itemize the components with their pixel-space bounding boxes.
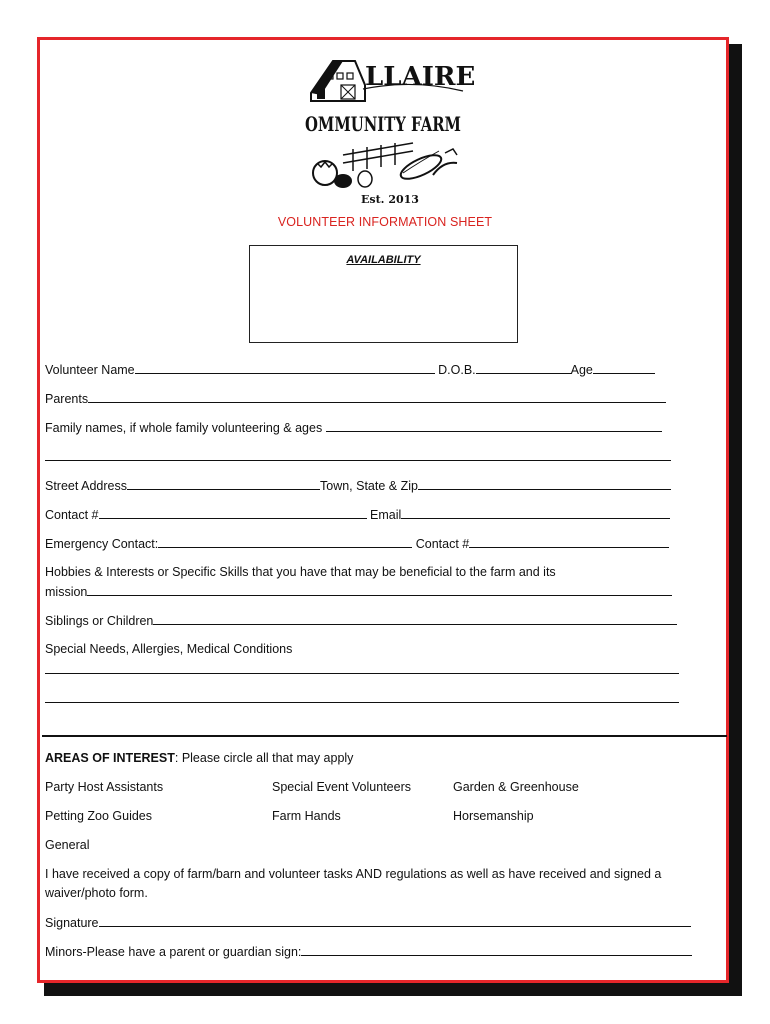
volunteer-name-row — [45, 361, 655, 378]
family-names-field[interactable] — [326, 419, 662, 432]
family-names-label: Family names, if whole family volunteering & ages — [45, 421, 323, 435]
interests-heading-bold: AREAS OF INTEREST — [45, 751, 175, 765]
svg-text:LLAIRE: LLAIRE — [365, 62, 476, 92]
siblings-field[interactable] — [153, 612, 677, 625]
option-horsemanship[interactable]: Horsemanship — [453, 809, 534, 823]
parents-label: Parents — [45, 392, 89, 406]
parents-row — [45, 390, 666, 407]
town-state-zip-label: Town, State & Zip — [320, 479, 418, 493]
availability-heading: AVAILABILITY — [346, 254, 421, 266]
hobbies-row — [45, 583, 672, 600]
parents-field[interactable] — [88, 390, 666, 403]
dob-field[interactable] — [476, 361, 571, 374]
family-names-row — [45, 419, 662, 436]
guardian-signature-field[interactable] — [301, 943, 692, 956]
emergency-contact-number-label: Contact # — [415, 537, 470, 551]
siblings-row — [45, 612, 677, 629]
option-special-event[interactable]: Special Event Volunteers — [272, 780, 411, 794]
option-farm-hands[interactable]: Farm Hands — [272, 809, 341, 823]
svg-text:OMMUNITY FARM: OMMUNITY FARM — [305, 112, 461, 136]
svg-text:Est. 2013: Est. 2013 — [361, 193, 419, 206]
contact-field[interactable] — [99, 506, 367, 519]
dob-label: D.O.B. — [438, 363, 476, 377]
signature-label: Signature — [45, 916, 99, 930]
contact-row — [45, 506, 670, 523]
email-label: Email — [370, 508, 402, 522]
volunteer-name-label: Volunteer Name — [45, 363, 135, 377]
special-needs-line-2[interactable] — [45, 702, 679, 703]
special-needs-line-1[interactable] — [45, 673, 679, 674]
hobbies-label: mission — [45, 585, 88, 599]
minors-label: Minors-Please have a parent or guardian sign: — [45, 945, 302, 959]
signature-field[interactable] — [99, 914, 691, 927]
form-title: VOLUNTEER INFORMATION SHEET — [277, 215, 493, 229]
section-divider — [42, 735, 727, 737]
hobbies-field[interactable] — [87, 583, 672, 596]
barn-logo-icon — [303, 55, 476, 207]
street-address-label: Street Address — [45, 479, 127, 493]
age-label: Age — [570, 363, 593, 377]
acknowledgement-line-1: I have received a copy of farm/barn and volunteer tasks AND regulations as well as have received and signed a — [45, 867, 662, 881]
acknowledgement-line-2: waiver/photo form. — [45, 886, 148, 900]
age-field[interactable] — [593, 361, 655, 374]
interests-heading — [45, 750, 353, 766]
emergency-contact-row — [45, 535, 669, 552]
emergency-contact-label: Emergency Contact: — [45, 537, 159, 551]
option-garden[interactable]: Garden & Greenhouse — [453, 780, 579, 794]
street-address-field[interactable] — [127, 477, 320, 490]
family-names-extra-line[interactable] — [45, 460, 671, 461]
interests-heading-rest: : Please circle all that may apply — [174, 751, 354, 765]
town-state-zip-field[interactable] — [418, 477, 671, 490]
siblings-label: Siblings or Children — [45, 614, 154, 628]
option-party-host[interactable]: Party Host Assistants — [45, 780, 164, 794]
farm-logo — [303, 55, 476, 207]
contact-label: Contact # — [45, 508, 99, 522]
email-field[interactable] — [401, 506, 670, 519]
emergency-contact-number-field[interactable] — [469, 535, 669, 548]
option-petting-zoo[interactable]: Petting Zoo Guides — [45, 809, 153, 823]
address-row — [45, 477, 671, 494]
hobbies-line-1: Hobbies & Interests or Specific Skills that you have that may be beneficial to the farm and its — [45, 565, 556, 579]
minors-row — [45, 943, 692, 960]
special-needs-label: Special Needs, Allergies, Medical Conditions — [45, 642, 293, 656]
volunteer-name-field[interactable] — [135, 361, 435, 374]
option-general[interactable]: General — [45, 838, 90, 852]
emergency-contact-field[interactable] — [158, 535, 412, 548]
signature-row — [45, 914, 691, 931]
availability-box[interactable] — [249, 245, 518, 343]
